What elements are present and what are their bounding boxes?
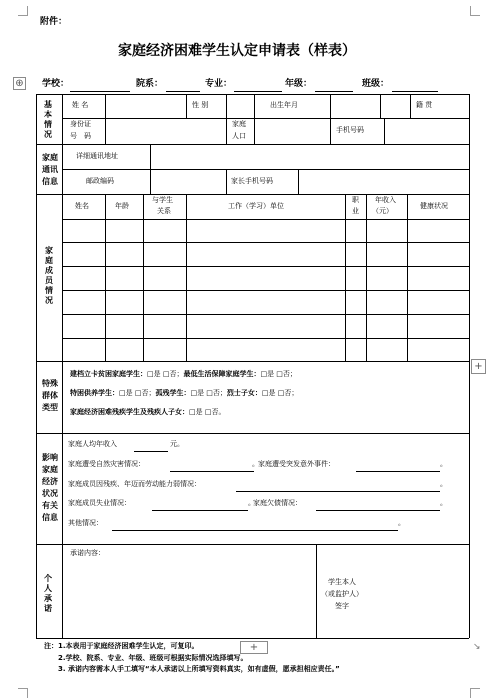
section-special-line-1: 特殊 bbox=[42, 379, 58, 388]
special-check-orphan[interactable]: □是 □否； bbox=[190, 389, 227, 397]
form-title: 家庭经济困难学生认定申请表（样表） bbox=[118, 43, 356, 59]
section-promise-label: 个人承诺 bbox=[44, 574, 52, 613]
member-header-workplace: 工作（学习）单位 bbox=[228, 202, 284, 210]
school-label: 学校： bbox=[42, 79, 70, 89]
section-special-line-3: 类型 bbox=[42, 403, 58, 412]
member-header-income-1: 年收入 bbox=[375, 196, 396, 204]
member-header-health: 健康状况 bbox=[420, 202, 448, 210]
factor-debt-blank[interactable] bbox=[316, 510, 440, 511]
section-special-label bbox=[38, 378, 62, 414]
section-factors-line-4: 状况 bbox=[42, 489, 58, 498]
member-header-job-1: 职 bbox=[352, 196, 359, 204]
note-2: 2.学校、院系、专业、年级、班级可根据实际情况选择填写。 bbox=[58, 654, 248, 662]
special-label-orphan: 孤残学生： bbox=[155, 389, 191, 397]
factor-debt-label: 家庭欠债情况： bbox=[253, 499, 302, 507]
major-underline bbox=[234, 91, 282, 92]
member-header-job-2: 业 bbox=[352, 207, 359, 215]
crop-mark-bottom-right bbox=[470, 688, 480, 698]
class-label: 班级： bbox=[362, 79, 390, 89]
promise-sign-line-3: 签字 bbox=[335, 602, 349, 610]
gender-label: 性 别 bbox=[192, 101, 209, 109]
special-label-martyr: 烈士子女： bbox=[226, 389, 262, 397]
factor-disaster-label: 家庭遭受自然灾害情况： bbox=[68, 460, 145, 468]
factor-accident-label: 家庭遭受突发意外事件： bbox=[258, 460, 335, 468]
special-line-3 bbox=[70, 409, 225, 416]
department-label: 院系： bbox=[136, 79, 164, 89]
class-underline bbox=[392, 91, 438, 92]
factor-accident-period: 。 bbox=[440, 460, 447, 468]
family-pop-label-2: 人口 bbox=[232, 132, 246, 140]
member-header-name: 姓名 bbox=[75, 202, 89, 210]
section-basic-label: 基本情况 bbox=[44, 100, 52, 139]
promise-sign-line-1: 学生本人 bbox=[328, 578, 356, 586]
crop-mark-top-left bbox=[18, 6, 28, 16]
table-resize-handle[interactable]: ↘ bbox=[473, 642, 481, 652]
origin-label: 籍 贯 bbox=[416, 101, 433, 109]
add-row-handle[interactable]: + bbox=[240, 641, 268, 654]
member-header-age: 年龄 bbox=[115, 202, 129, 210]
promise-signature bbox=[316, 576, 368, 612]
factor-accident-blank[interactable] bbox=[356, 471, 440, 472]
section-special-line-2: 群体 bbox=[42, 391, 58, 400]
major-label: 专业： bbox=[205, 79, 233, 89]
section-contact-line-1: 家庭 bbox=[42, 153, 58, 162]
address-label: 详细通讯地址 bbox=[76, 152, 118, 160]
special-check-disabled[interactable]: □是 □否。 bbox=[189, 408, 226, 416]
family-pop-label-1: 家庭 bbox=[232, 120, 246, 128]
factor-other-label: 其他情况： bbox=[68, 519, 103, 527]
factor-other-blank[interactable] bbox=[112, 530, 398, 531]
id-card-label-2: 号 码 bbox=[70, 132, 91, 140]
section-factors-label bbox=[38, 452, 62, 524]
id-card-label-1: 身份证 bbox=[70, 120, 91, 128]
member-header-relation-2: 关系 bbox=[157, 207, 171, 215]
factor-disaster-blank[interactable] bbox=[170, 471, 254, 472]
crop-mark-bottom-left bbox=[18, 688, 28, 698]
special-check-martyr[interactable]: □是 □否； bbox=[261, 389, 299, 397]
factor-debt-period: 。 bbox=[440, 499, 447, 507]
factor-unemployment-period: 。 bbox=[248, 499, 255, 507]
factor-disability-label: 家庭成员因残疾、年迈而劳动能力弱情况： bbox=[68, 480, 201, 488]
factor-disability-blank[interactable] bbox=[236, 491, 440, 492]
parent-phone-label: 家长手机号码 bbox=[231, 177, 273, 185]
school-underline bbox=[70, 91, 130, 92]
attachment-label: 附件： bbox=[40, 17, 68, 27]
birth-label: 出生年月 bbox=[270, 101, 298, 109]
add-column-handle[interactable]: + bbox=[471, 359, 486, 374]
special-check-poverty[interactable]: □是 □否； bbox=[147, 370, 184, 378]
factor-income-label: 家庭人均年收入 bbox=[68, 440, 117, 448]
special-line-1 bbox=[70, 371, 297, 378]
mobile-label: 手机号码 bbox=[336, 126, 364, 134]
factor-disability-period: 。 bbox=[440, 480, 447, 488]
section-contact-line-2: 通讯 bbox=[42, 165, 58, 174]
member-header-relation-1: 与学生 bbox=[152, 196, 173, 204]
special-label-support: 特困供养学生： bbox=[70, 389, 119, 397]
special-label-poverty: 建档立卡贫困家庭学生： bbox=[70, 370, 147, 378]
grade-underline bbox=[315, 91, 353, 92]
factor-income-blank[interactable] bbox=[134, 451, 168, 452]
note-3: 3. 承诺内容需本人手工填写“本人承诺以上所填写资料真实，如有虚假，愿承担相应责任。” bbox=[58, 665, 340, 673]
section-factors-line-1: 影响 bbox=[42, 453, 58, 462]
promise-sign-line-2: （或监护人） bbox=[321, 590, 363, 598]
special-label-lowincome: 最低生活保障家庭学生： bbox=[183, 370, 261, 378]
section-contact-line-3: 信息 bbox=[42, 177, 58, 186]
factor-income-unit: 元。 bbox=[170, 440, 184, 448]
factor-other-period: 。 bbox=[398, 519, 405, 527]
factor-unemployment-blank[interactable] bbox=[152, 510, 248, 511]
factor-unemployment-label: 家庭成员失业情况： bbox=[68, 499, 131, 507]
special-label-disabled: 家庭经济困难残疾学生及残疾人子女： bbox=[70, 408, 189, 416]
table-move-handle[interactable]: ⊕ bbox=[13, 77, 26, 90]
section-factors-line-6: 信息 bbox=[42, 513, 58, 522]
postcode-label: 邮政编码 bbox=[86, 177, 114, 185]
special-line-2 bbox=[70, 390, 298, 397]
section-factors-line-3: 经济 bbox=[42, 477, 58, 486]
section-factors-line-5: 有关 bbox=[42, 501, 58, 510]
special-check-lowincome[interactable]: □是 □否； bbox=[260, 370, 297, 378]
name-label: 姓 名 bbox=[72, 101, 89, 109]
section-members-label: 家庭成员情况 bbox=[45, 246, 53, 305]
member-header-income-2: （元） bbox=[372, 207, 393, 215]
section-contact-label bbox=[38, 152, 62, 188]
promise-content-label: 承诺内容： bbox=[70, 549, 105, 557]
grade-label: 年级： bbox=[285, 79, 313, 89]
factor-disaster-period: 。 bbox=[252, 460, 259, 468]
special-check-support[interactable]: □是 □否； bbox=[119, 389, 156, 397]
department-underline bbox=[166, 91, 200, 92]
note-1: 注：1.本表用于家庭经济困难学生认定，可复印。 bbox=[44, 642, 199, 650]
crop-mark-top-right bbox=[470, 6, 480, 16]
section-factors-line-2: 家庭 bbox=[42, 465, 58, 474]
